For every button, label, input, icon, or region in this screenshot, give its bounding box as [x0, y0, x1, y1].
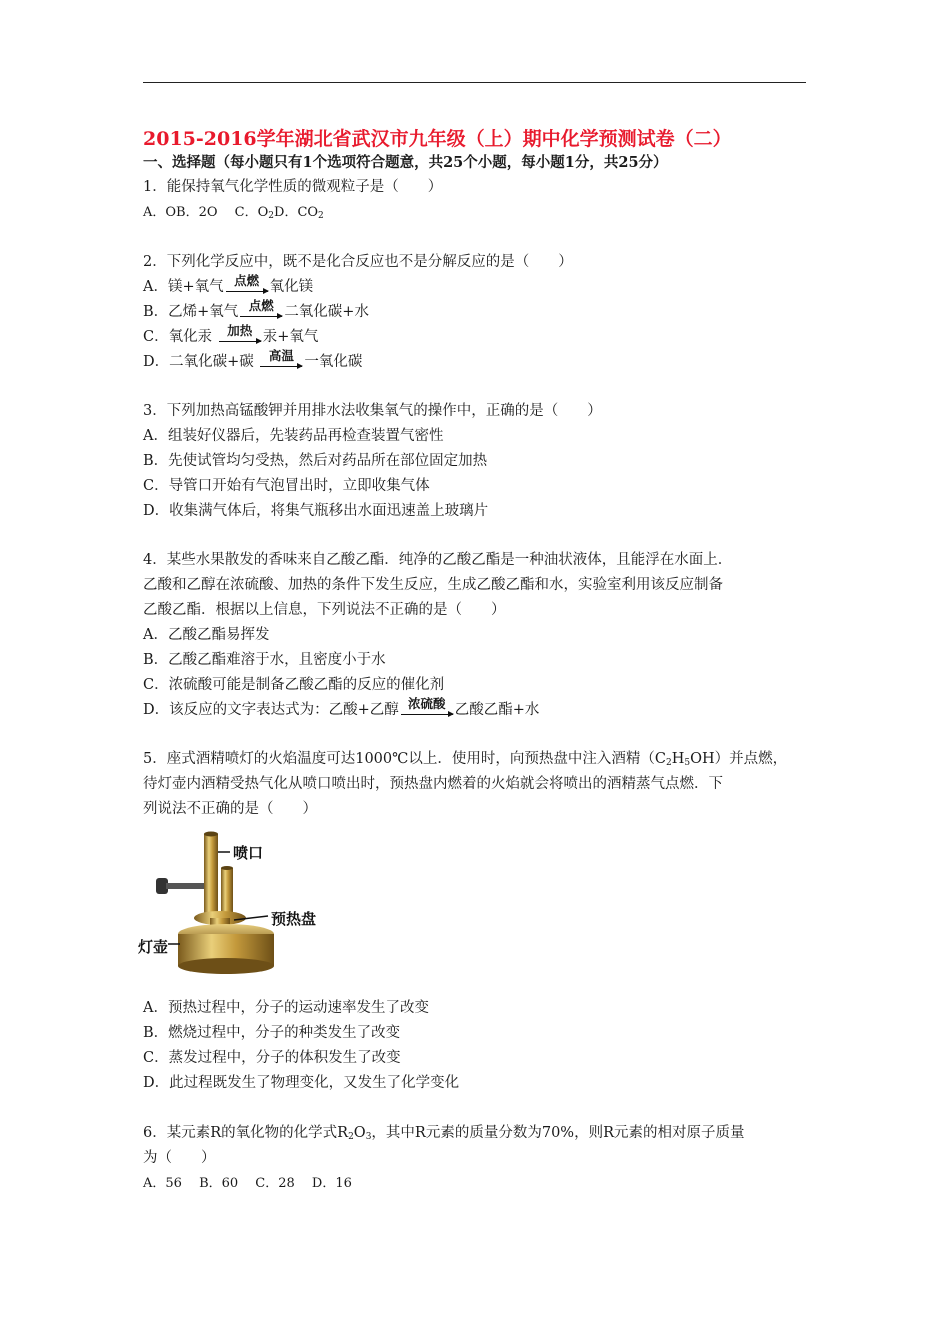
- q1-option-a: A．O: [143, 205, 177, 220]
- q2-option-b: B．乙烯+氧气 点燃 二氧化碳+水: [143, 298, 369, 320]
- q3-option-b: B．先使试管均匀受热，然后对药品所在部位固定加热: [143, 453, 488, 469]
- q5-option-c: C．蒸发过程中，分子的体积发生了改变: [143, 1050, 401, 1066]
- q5-stem-line-2: 待灯壶内酒精受热气化从喷口喷出时，预热盘内燃着的火焰就会将喷出的酒精蒸气点燃．下: [143, 776, 723, 792]
- reaction-arrow: 浓硫酸: [401, 701, 453, 719]
- section-heading: 一、选择题（每小题只有1个选项符合题意，共25个小题，每小题1分，共25分）: [143, 154, 668, 171]
- q5-stem-line-1: 5．座式酒精喷灯的火焰温度可达1000℃以上．使用时，向预热盘中注入酒精$(C_2H_5OH)$并点燃，: [143, 751, 788, 768]
- q4-stem-line-2: 乙酸和乙醇在浓硫酸、加热的条件下发生反应，生成乙酸乙酯和水，实验室利用该反应制备: [143, 577, 723, 593]
- page-title: 2015-2016学年湖北省武汉市九年级（上）期中化学预测试卷（二）: [143, 128, 732, 150]
- label-nozzle: 喷口: [233, 844, 264, 862]
- reaction-arrow: 高温: [260, 353, 302, 371]
- q1-option-b: B．2O: [176, 205, 218, 220]
- q4-stem-line-3: 乙酸乙酯．根据以上信息，下列说法不正确的是（ ）: [143, 602, 506, 618]
- q6-stem-line-2: 为（ ）: [143, 1150, 216, 1166]
- q2-option-c: C．氧化汞 加热 汞+氧气: [143, 323, 319, 345]
- alcohol-blowtorch-figure: [138, 826, 348, 976]
- q2-option-d: D．二氧化碳+碳 高温 一氧化碳: [143, 348, 363, 370]
- label-preheat-dish: 预热盘: [271, 910, 317, 928]
- q5-stem-line-3: 列说法不正确的是（ ）: [143, 801, 317, 817]
- q3-stem: 3．下列加热高锰酸钾并用排水法收集氧气的操作中，正确的是（ ）: [143, 403, 602, 419]
- q2-stem: 2．下列化学反应中，既不是化合反应也不是分解反应的是（ ）: [143, 254, 573, 270]
- q5-option-b: B．燃烧过程中，分子的种类发生了改变: [143, 1025, 401, 1041]
- q4-option-c: C．浓硫酸可能是制备乙酸乙酯的反应的催化剂: [143, 677, 445, 693]
- q4-option-a: A．乙酸乙酯易挥发: [143, 627, 270, 643]
- reaction-arrow: 点燃: [240, 303, 282, 321]
- q6-stem-line-1: 6．某元素R的氧化物的化学式$R_2O_3$，其中R元素的质量分数为70%，则R元素的相对原子质量: [143, 1125, 745, 1142]
- q4-stem-line-1: 4．某些水果散发的香味来自乙酸乙酯．纯净的乙酸乙酯是一种油状液体，且能浮在水面上．: [143, 552, 733, 568]
- q4-option-d: D．该反应的文字表达式为：乙酸+乙醇 浓硫酸 乙酸乙酯+水: [143, 696, 540, 718]
- q5-option-a: A．预热过程中，分子的运动速率发生了改变: [143, 1000, 429, 1016]
- q3-option-d: D．收集满气体后，将集气瓶移出水面迅速盖上玻璃片: [143, 503, 489, 519]
- q1-options: [143, 204, 324, 225]
- q6-options: A．56 B．60 C．28 D．16: [143, 1176, 352, 1191]
- label-lamp-pot: 灯壶: [138, 938, 169, 956]
- q1-option-c: C．$O_2$: [234, 205, 275, 221]
- q4-option-b: B．乙酸乙酯难溶于水，且密度小于水: [143, 652, 386, 668]
- q2-option-a: A．镁+氧气 点燃 氧化镁: [143, 273, 314, 295]
- q3-option-c: C．导管口开始有气泡冒出时，立即收集气体: [143, 478, 430, 494]
- q1-option-d: D．$CO_2$: [274, 205, 324, 221]
- q3-option-a: A．组装好仪器后，先装药品再检查装置气密性: [143, 428, 444, 444]
- header-rule: [143, 82, 806, 83]
- reaction-arrow: 加热: [219, 328, 261, 346]
- reaction-arrow: 点燃: [226, 278, 268, 296]
- q5-option-d: D．此过程既发生了物理变化，又发生了化学变化: [143, 1075, 460, 1091]
- q1-stem: 1．能保持氧气化学性质的微观粒子是（ ）: [143, 179, 443, 195]
